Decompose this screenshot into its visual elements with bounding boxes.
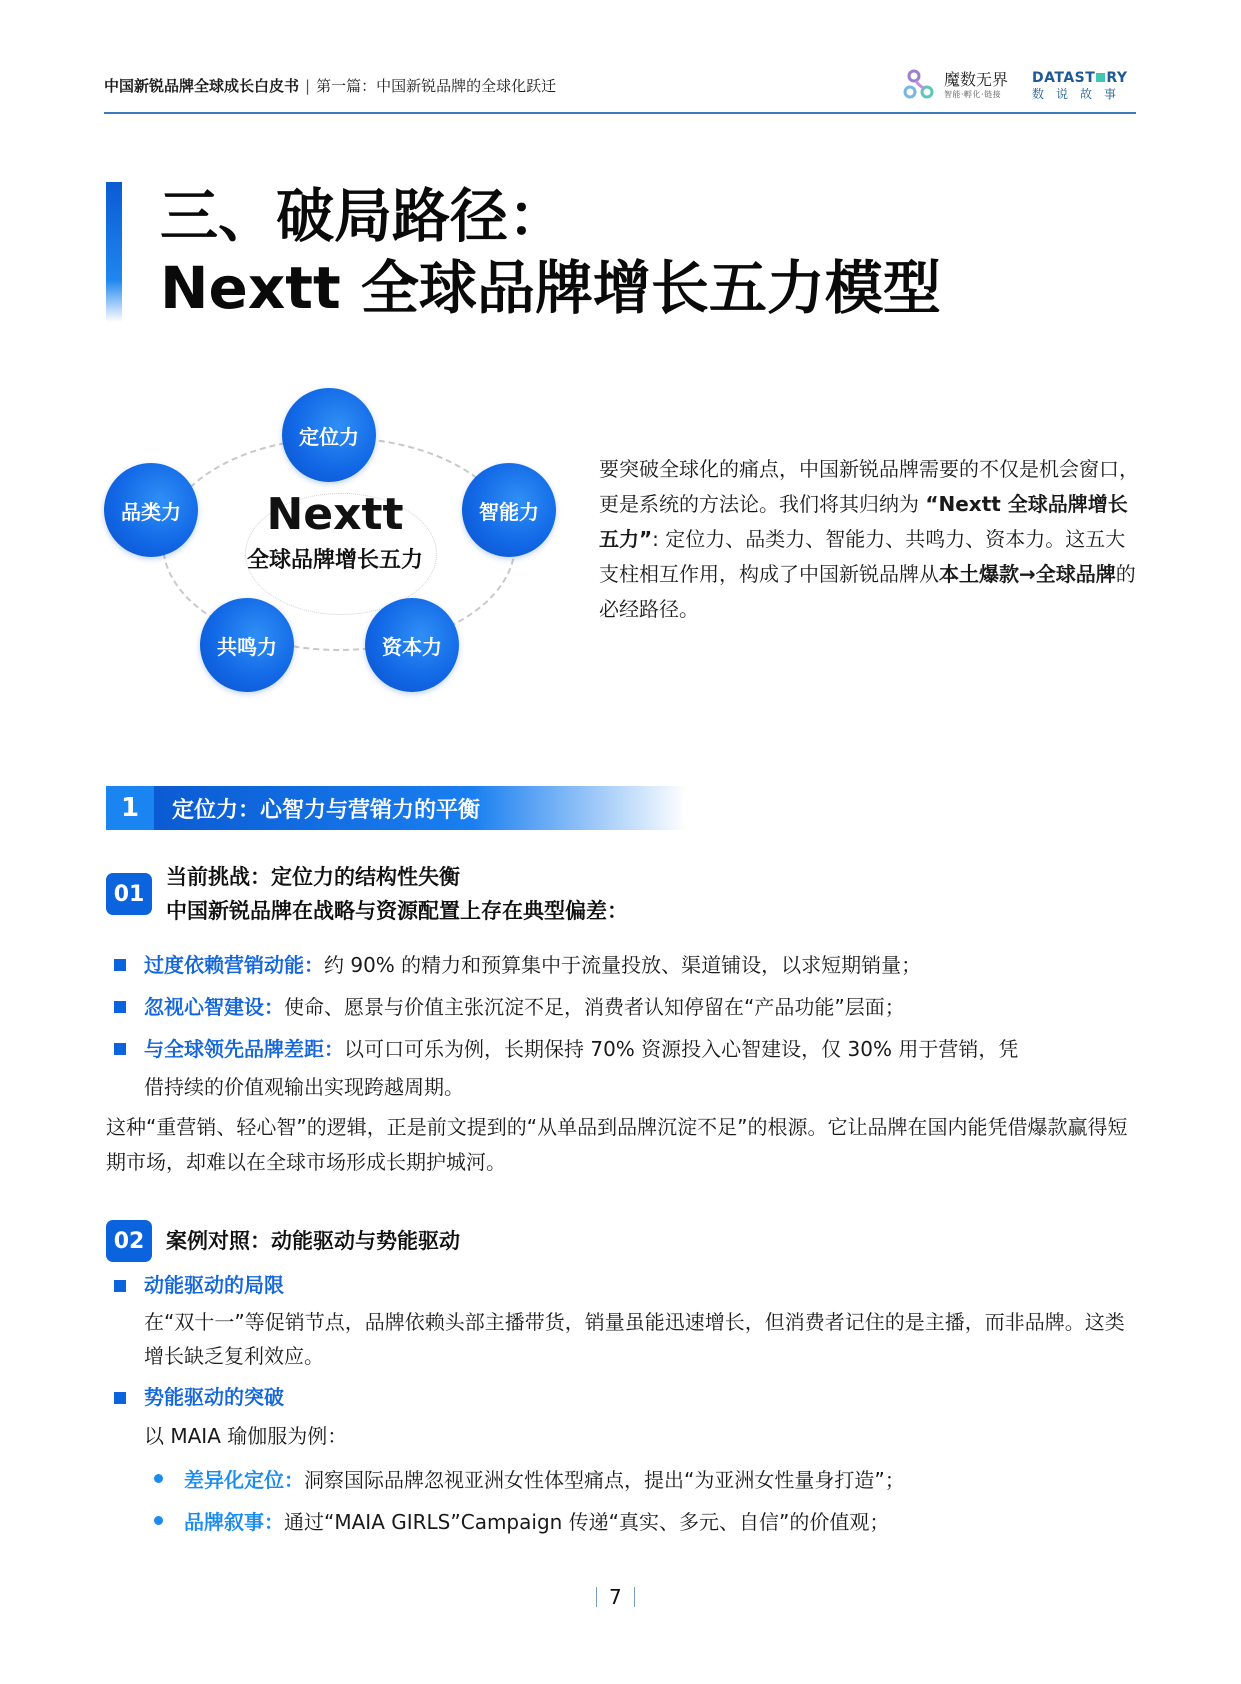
sub-bullet-item [112, 1501, 1142, 1543]
intro-text-2: : 定位力、品类力、智能力、共鸣力、资本力。这五大支柱相互作用，构成了中国新锐品牌从 [599, 527, 1126, 586]
square-bullet-icon [114, 1001, 126, 1013]
bullet-item [112, 944, 1142, 986]
bullet-item [112, 986, 1142, 1028]
node-capital: 资本力 [365, 598, 459, 692]
page-number [596, 1585, 635, 1609]
sub-bullet-label: 品牌叙事： [184, 1510, 284, 1534]
bullet-label: 势能驱动的突破 [144, 1385, 284, 1409]
datastory-name-right: RY [1106, 70, 1128, 86]
node-intelligence: 智能力 [462, 463, 556, 557]
square-bullet-icon [114, 1392, 126, 1404]
section-label: 定位力：心智力与营销力的平衡 [154, 786, 686, 830]
dot-bullet-icon [154, 1474, 163, 1483]
square-bullet-icon [114, 959, 126, 971]
node-resonance: 共鸣力 [200, 598, 294, 692]
five-forces-diagram [100, 385, 570, 705]
header-separator: | [305, 77, 311, 95]
node-positioning: 定位力 [282, 388, 376, 482]
bullet-continuation: 借持续的价值观输出实现跨越周期。 [144, 1075, 464, 1099]
bullet-label: 与全球领先品牌差距： [144, 1037, 344, 1061]
bullet-label: 动能驱动的局限 [144, 1273, 284, 1297]
doc-title: 中国新锐品牌全球成长白皮书 [104, 77, 300, 95]
dot-bullet-icon [154, 1516, 163, 1525]
bullet-item [112, 1377, 1142, 1417]
bullet-text: 以可口可乐为例，长期保持 70% 资源投入心智建设，仅 30% 用于营销，凭 [344, 1037, 1019, 1061]
bullet-item [112, 1265, 1142, 1305]
title-line-1: 三、破局路径： [160, 182, 567, 250]
section-number: 1 [106, 786, 154, 830]
diagram-center-subtitle: 全球品牌增长五力 [246, 548, 423, 573]
block-02-heading: 案例对照：动能驱动与势能驱动 [166, 1229, 460, 1253]
bullet-item [112, 1028, 1142, 1070]
mofang-name: 魔数无界 [944, 69, 1009, 89]
title-line-2: Nextt 全球品牌增长五力模型 [160, 254, 941, 322]
bullet-body: 在“双十一”等促销节点，品牌依赖头部主播带货，销量虽能迅速增长，但消费者记住的是主播，而非品牌。这类增长缺乏复利效应。 [144, 1310, 1125, 1368]
case-bullet-list [112, 1265, 1142, 1543]
bullet-text: 约 90% 的精力和预算集中于流量投放、渠道铺设，以求短期销量； [324, 953, 922, 977]
diagram-center-title: Nextt [266, 489, 404, 540]
page-number-divider-right [634, 1587, 635, 1607]
page-number-divider-left [596, 1587, 597, 1607]
intro-text-1: 要突破全球化的痛点，中国新锐品牌需要的不仅是机会窗口，更是系统的方法论。我们将其归纳为 [599, 457, 1139, 516]
block-01-heading-line-2: 中国新锐品牌在战略与资源配置上存在典型偏差： [166, 899, 628, 923]
bullet-label: 忽视心智建设： [144, 995, 284, 1019]
badge-02: 02 [106, 1220, 152, 1262]
datastory-logo [1032, 70, 1128, 102]
page-number-value: 7 [609, 1585, 622, 1609]
mofang-tagline: 智能·孵化·链接 [944, 89, 1002, 99]
datastory-name-left: DATAST [1032, 70, 1096, 86]
block-01-heading-line-1: 当前挑战：定位力的结构性失衡 [166, 865, 460, 889]
block-01-heading [166, 860, 628, 928]
sub-bullet-text: 洞察国际品牌忽视亚洲女性体型痛点，提出“为亚洲女性量身打造”； [304, 1468, 905, 1492]
intro-bold-path: 本土爆款→全球品牌 [939, 562, 1116, 586]
sub-bullet-item [112, 1459, 1142, 1501]
page-title [160, 180, 941, 324]
mofang-logo [902, 68, 1008, 102]
sub-bullet-text: 通过“MAIA GIRLS”Campaign 传递“真实、多元、自信”的价值观； [284, 1510, 890, 1534]
square-bullet-icon [114, 1280, 126, 1292]
running-header [104, 75, 556, 96]
bullet-text: 使命、愿景与价值主张沉淀不足，消费者认知停留在“产品功能”层面； [284, 995, 905, 1019]
datastory-square-icon [1096, 73, 1105, 82]
badge-01: 01 [106, 873, 152, 915]
datastory-subtitle: 数说故事 [1032, 87, 1129, 101]
header-divider [104, 112, 1136, 114]
bullet-body: 以 MAIA 瑜伽服为例： [144, 1424, 348, 1448]
square-bullet-icon [114, 1043, 126, 1055]
challenge-bullet-list [112, 944, 1142, 1104]
mofang-logo-icon [902, 68, 936, 102]
node-category: 品类力 [104, 463, 198, 557]
bullet-label: 过度依赖营销动能： [144, 953, 324, 977]
intro-text-3: 的必经路径。 [599, 562, 1136, 621]
intro-bold-model: “Nextt 全球品牌增长五力” [599, 492, 1128, 551]
intro-paragraph [599, 452, 1144, 627]
section-header-1 [106, 786, 686, 830]
chapter-title: 第一篇：中国新锐品牌的全球化跃迁 [316, 77, 557, 95]
sub-bullet-label: 差异化定位： [184, 1468, 304, 1492]
title-accent-bar [106, 182, 122, 322]
summary-paragraph: 这种“重营销、轻心智”的逻辑，正是前文提到的“从单品到品牌沉淀不足”的根源。它让品牌在国内能凭借爆款赢得短期市场，却难以在全球市场形成长期护城河。 [106, 1115, 1128, 1174]
